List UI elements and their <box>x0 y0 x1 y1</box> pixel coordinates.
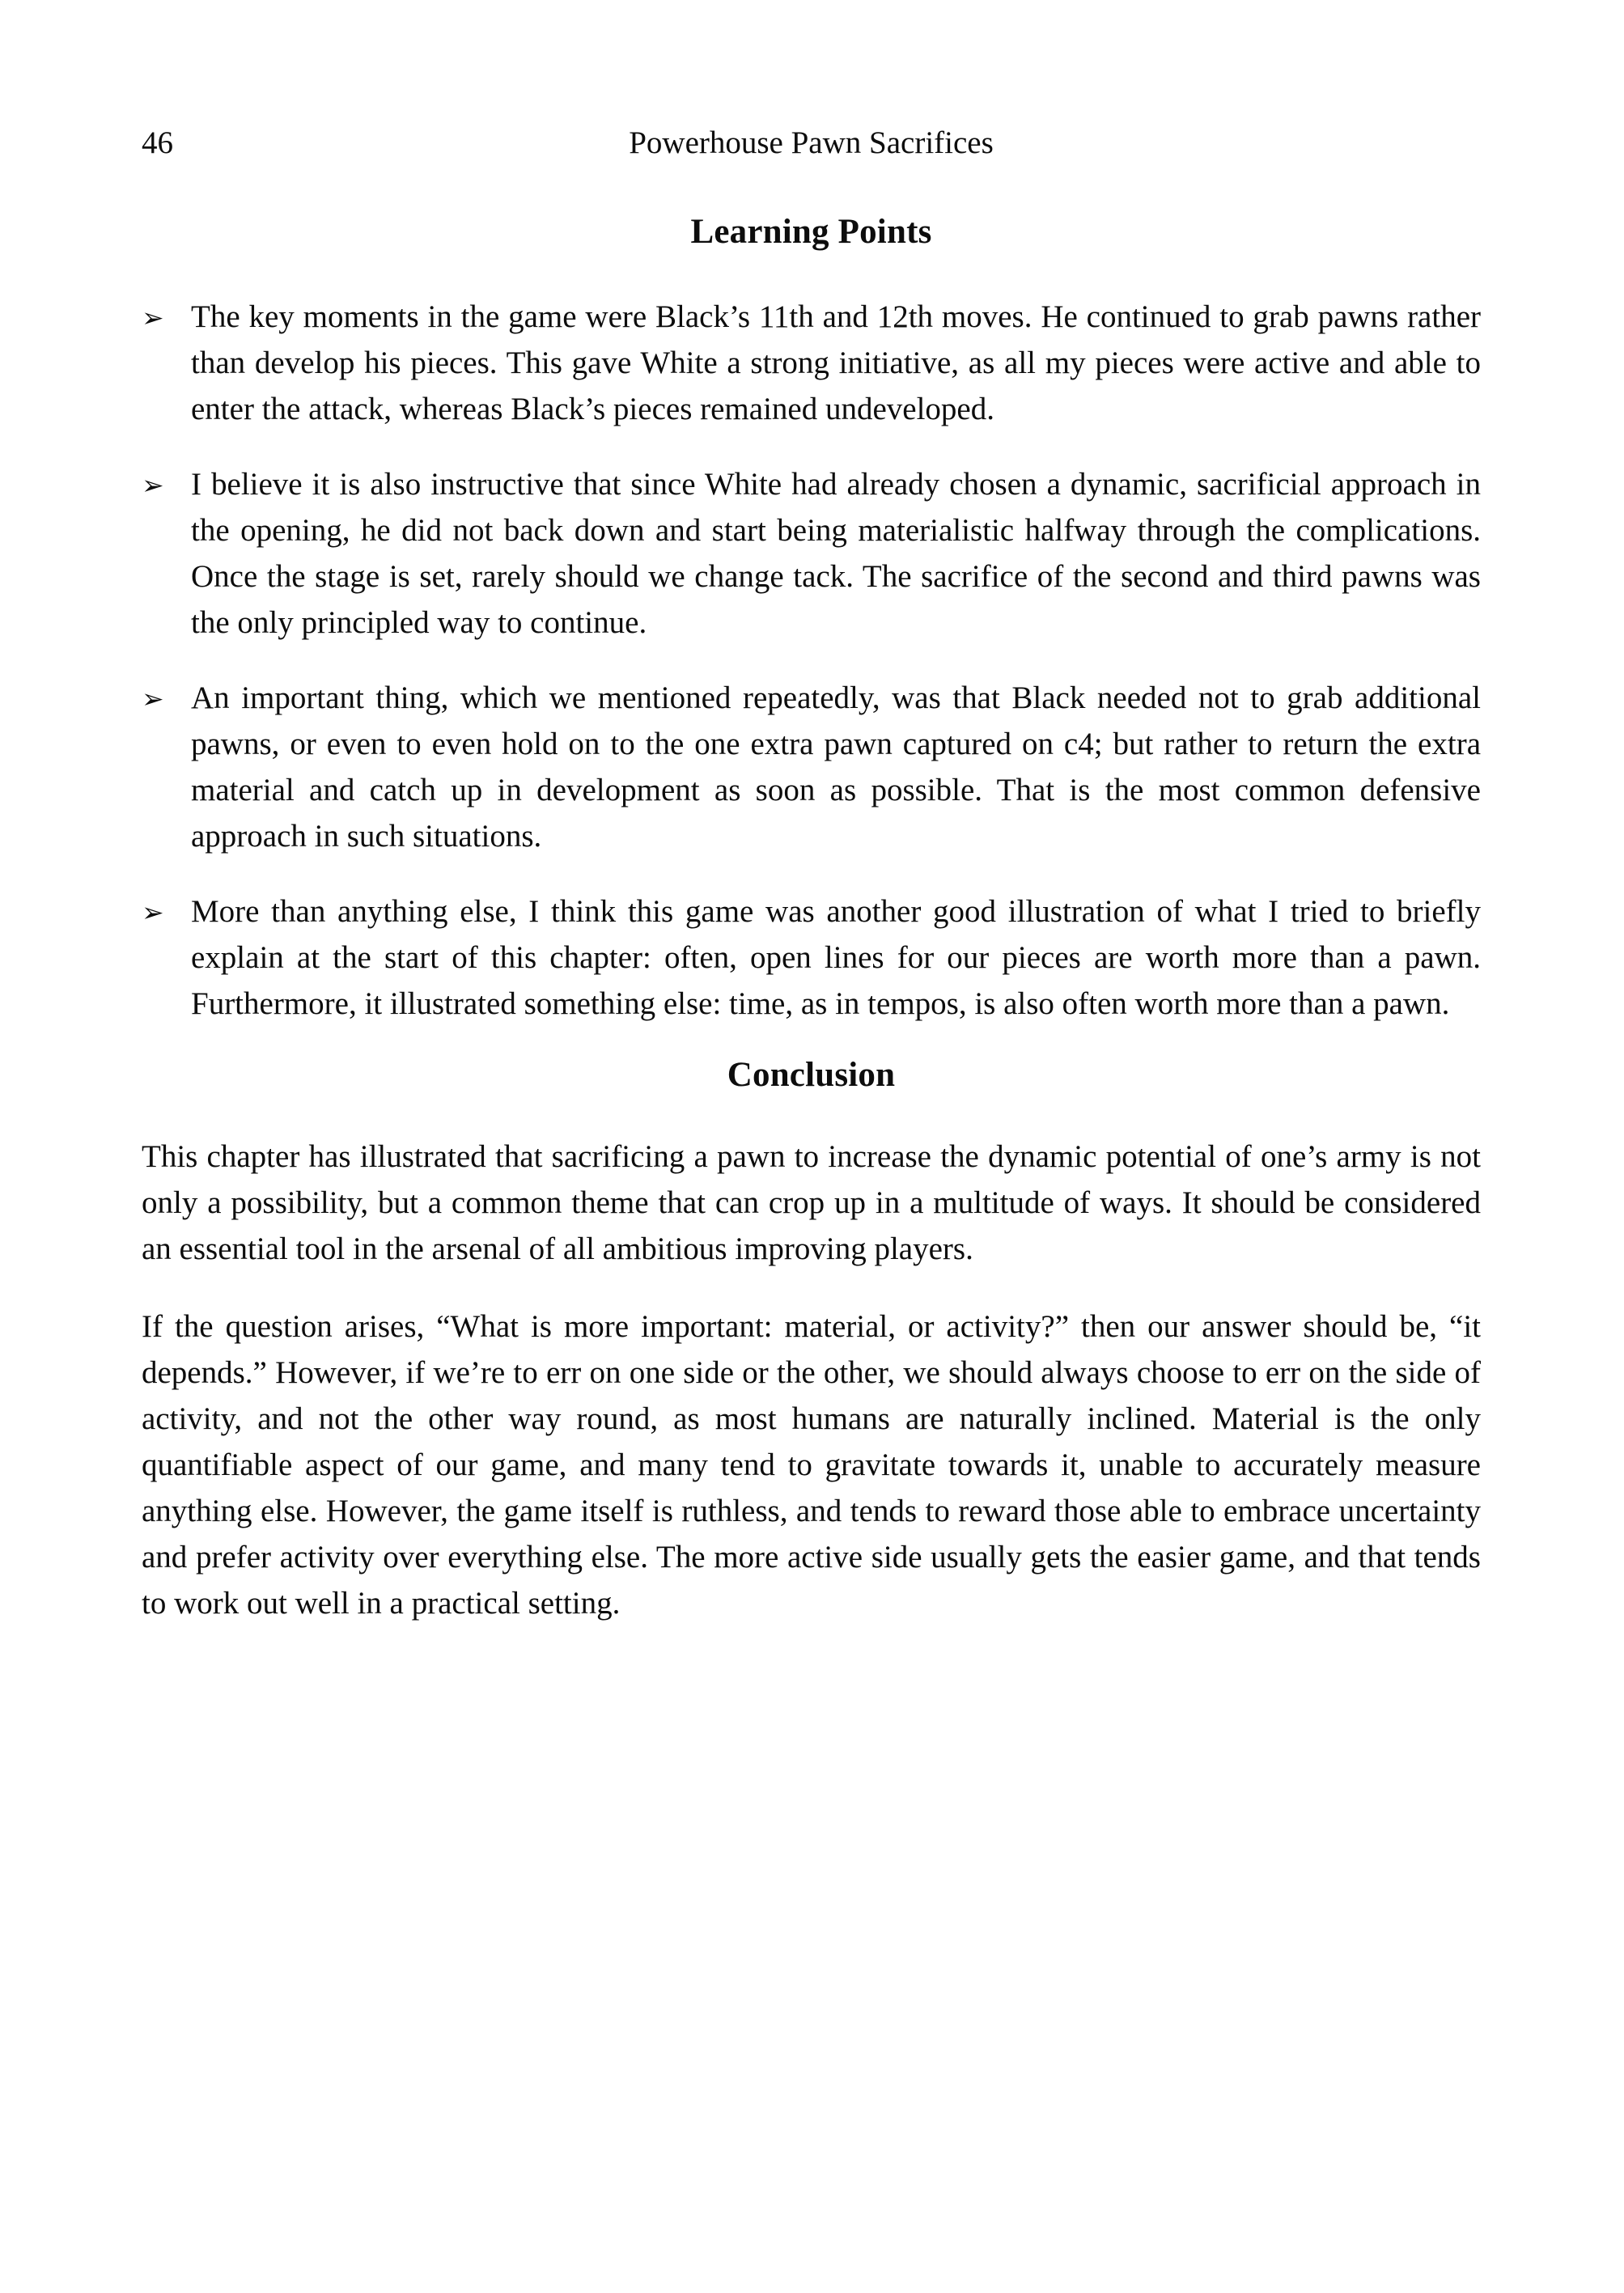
conclusion-paragraph: This chapter has illustrated that sacrificing a pawn to increase the dynamic potential of one’s army is not only a possibility, but a common theme that can crop up in a multitude of ways. It should be considered an essential tool in the arsenal of all ambitious improving players. <box>142 1139 1481 1266</box>
list-item-text: More than anything else, I think this game was another good illustration of what I tried to briefly explain at the start of this chapter: often, open lines for our pieces are worth more than a pawn. Furthermore, it illustrated something else: time, as in tempos, is also often worth more than a pawn. <box>191 894 1481 1021</box>
list-item <box>142 294 1481 432</box>
learning-points-heading: Learning Points <box>690 213 932 251</box>
list-item <box>142 675 1481 859</box>
list-item <box>142 888 1481 1027</box>
learning-points-list <box>142 294 1481 1027</box>
arrowhead-bullet-icon: ➢ <box>142 683 164 714</box>
running-title: Powerhouse Pawn Sacrifices <box>629 125 994 160</box>
arrowhead-bullet-icon: ➢ <box>142 302 164 333</box>
page-number: 46 <box>142 125 173 160</box>
conclusion-heading: Conclusion <box>727 1056 896 1094</box>
list-item-text: I believe it is also instructive that since White had already chosen a dynamic, sacrificial approach in the opening, he did not back down and start being materialistic halfway through the complications. Once the stage is set, rarely should we change tack. The sacrifice of the second and third pawns was the only principled way to continue. <box>191 467 1481 640</box>
list-item-text: The key moments in the game were Black’s 11th and 12th moves. He continued to grab pawns rather than develop his pieces. This gave White a strong initiative, as all my pieces were active and able to enter the attack, whereas Black’s pieces remained undeveloped. <box>191 299 1481 426</box>
list-item <box>142 461 1481 646</box>
arrowhead-bullet-icon: ➢ <box>142 469 164 501</box>
arrowhead-bullet-icon: ➢ <box>142 896 164 928</box>
running-head <box>142 120 1481 166</box>
list-item-text: An important thing, which we mentioned repeatedly, was that Black needed not to grab additional pawns, or even to even hold on to the one extra pawn captured on c4; but rather to return the extra material and catch up in development as soon as possible. That is the most common defensive approach in such situations. <box>191 680 1481 854</box>
conclusion-paragraph: If the question arises, “What is more important: material, or activity?” then our answer should be, “it depends.” However, if we’re to err on one side or the other, we should always choose to err on the side of activity, and not the other way round, as most humans are naturally inclined. Material is the only quantifiable aspect of our game, and many tend to gravitate towards it, unable to accurately measure anything else. However, the game itself is ruthless, and tends to reward those able to embrace uncertainty and prefer activity over everything else. The more active side usually gets the easier game, and that tends to work out well in a practical setting. <box>142 1309 1481 1621</box>
